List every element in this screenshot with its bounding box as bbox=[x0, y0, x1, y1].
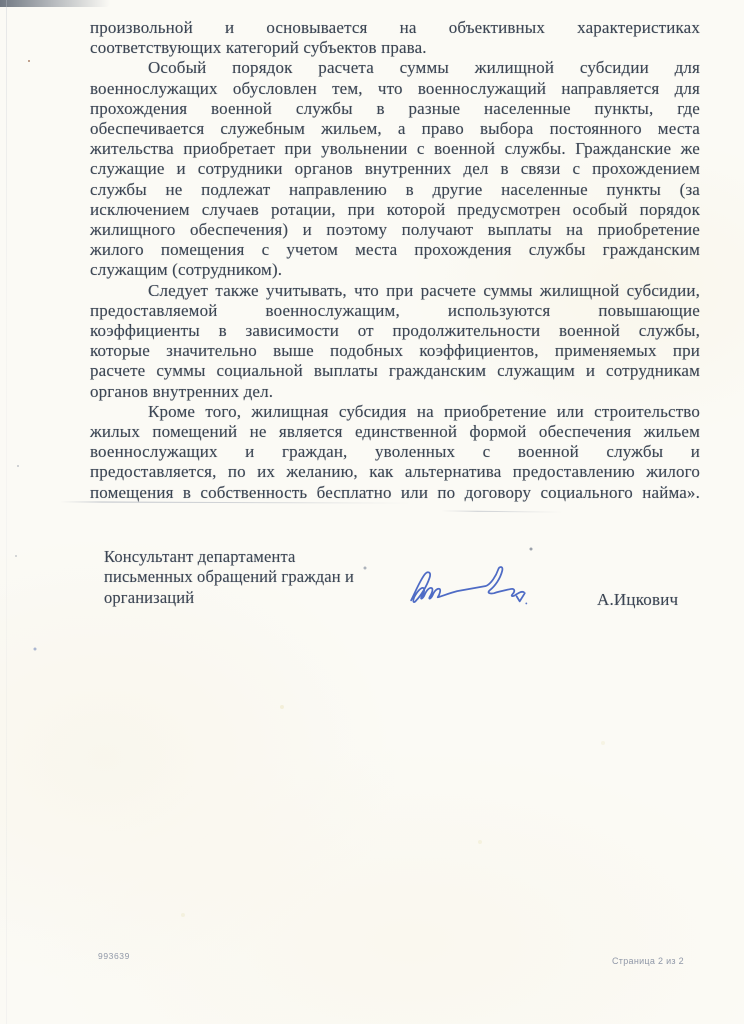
scan-specks bbox=[0, 0, 2, 2]
text-line: военнослужащих и граждан, уволенных с военной службы и bbox=[90, 442, 700, 462]
text-line: предоставляется, по их желанию, как альтернатива предоставлению жилого bbox=[90, 462, 700, 482]
text-line: произвольной и основывается на объективных характеристиках bbox=[90, 18, 700, 37]
signature-ink bbox=[406, 564, 534, 608]
signer-title-line: Консультант департамента bbox=[104, 547, 296, 566]
text-line: жилищного обеспечения) и поэтому получают выплаты на приобретение bbox=[90, 220, 700, 240]
footer-page-number: Страница 2 из 2 bbox=[612, 956, 684, 966]
text-line: Кроме того, жилищная субсидия на приобретение или строительство bbox=[148, 401, 700, 421]
scan-scratch-line-2 bbox=[441, 510, 563, 512]
scan-smudge-top-left bbox=[0, 0, 110, 7]
text-line: службы не подлежат направлению в другие населенные пункты (за bbox=[90, 179, 700, 199]
text-line: предоставляемой военнослужащим, используются повышающие bbox=[90, 300, 700, 320]
signer-name: А.Ицкович bbox=[597, 590, 679, 609]
text-line: Особый порядок расчета суммы жилищной субсидии для bbox=[148, 58, 700, 78]
text-line: расчете суммы социальной выплаты гражданским служащим и сотрудникам bbox=[90, 361, 700, 381]
signer-title-line: письменных обращений граждан и bbox=[104, 567, 355, 587]
text-line: служащие и сотрудники органов внутренних дел в связи с прохождением bbox=[90, 159, 700, 179]
letter-body bbox=[90, 18, 700, 503]
text-line: обеспечивается служебным жильем, а право выбора постоянного места bbox=[90, 119, 700, 139]
signer-title-line: организаций bbox=[104, 587, 195, 607]
paragraphs bbox=[90, 18, 700, 503]
text-line: органов внутренних дел. bbox=[90, 381, 274, 401]
text-line: прохождения военной службы в разные населенные пункты, где bbox=[90, 98, 700, 118]
footer-doc-number: 993639 bbox=[98, 951, 130, 961]
scan-scratch-line bbox=[60, 501, 412, 503]
text-line: служащим (сотрудником). bbox=[90, 260, 283, 280]
text-line: жилого помещения с учетом места прохождения службы гражданским bbox=[90, 240, 700, 260]
text-line: которые значительно выше подобных коэффициентов, применяемых при bbox=[90, 341, 700, 361]
signer-title bbox=[104, 547, 384, 608]
text-line: Следует также учитывать, что при расчете суммы жилищной субсидии, bbox=[148, 280, 700, 300]
text-line: коэффициенты в зависимости от продолжительности военной службы, bbox=[90, 321, 700, 341]
scan-edge-line bbox=[6, 0, 7, 1024]
text-line: исключением случаев ротации, при которой предусмотрен особый порядок bbox=[90, 199, 700, 219]
text-line: военнослужащих обусловлен тем, что военнослужащий направляется для bbox=[90, 78, 700, 98]
text-line: помещения в собственность бесплатно или по договору социального найма». bbox=[90, 482, 700, 502]
text-line: соответствующих категорий субъектов права. bbox=[90, 38, 427, 58]
text-line: жительства приобретает при увольнении с военной службы. Гражданские же bbox=[90, 139, 700, 159]
text-line: жилых помещений не является единственной формой обеспечения жильем bbox=[90, 422, 700, 442]
